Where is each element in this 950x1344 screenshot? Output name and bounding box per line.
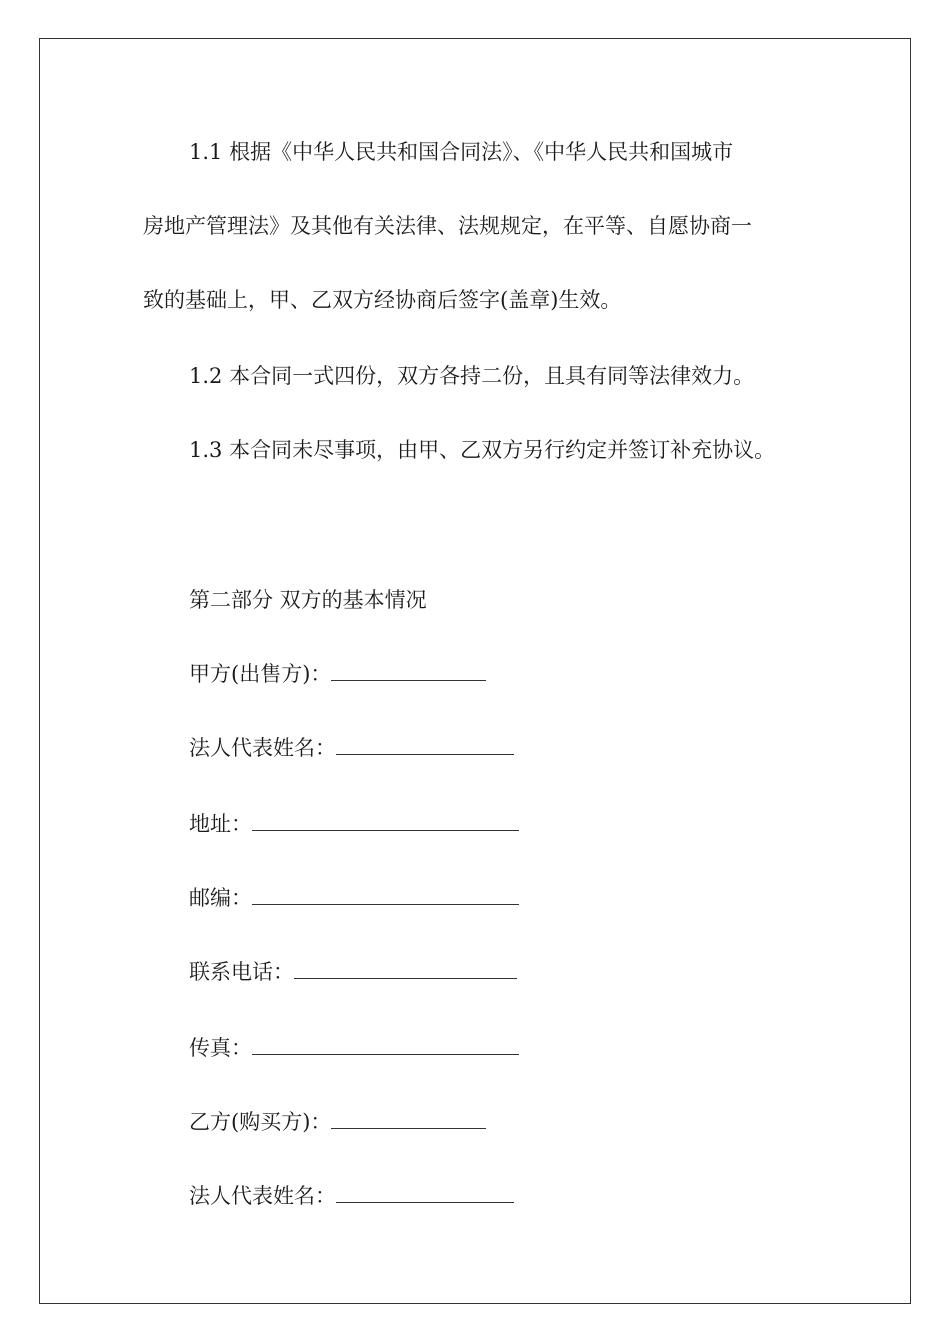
blank-fax[interactable]: [252, 1036, 519, 1055]
field-fax: [189, 1034, 519, 1062]
clause-1-1-line-2: 房地产管理法》及其他有关法律、法规规定，在平等、自愿协商一: [143, 214, 752, 238]
field-label: 法人代表姓名：: [189, 1184, 336, 1208]
field-phone: [189, 958, 517, 986]
field-label: 法人代表姓名：: [189, 736, 336, 760]
section-2-heading: 第二部分 双方的基本情况: [189, 588, 427, 612]
field-buyer: [189, 1108, 486, 1136]
field-label: 传真：: [189, 1036, 252, 1060]
blank-buyer[interactable]: [331, 1110, 486, 1129]
clause-1-1-line-1: 1.1 根据《中华人民共和国合同法》、《中华人民共和国城市: [189, 140, 734, 164]
field-postcode: [189, 884, 519, 912]
clause-1-2: 1.2 本合同一式四份，双方各持二份，且具有同等法律效力。: [189, 364, 755, 388]
field-label: 乙方(购买方)：: [189, 1110, 332, 1134]
clause-1-1-line-3: 致的基础上，甲、乙双方经协商后签字(盖章)生效。: [143, 288, 622, 312]
blank-seller[interactable]: [331, 662, 486, 681]
blank-phone[interactable]: [294, 960, 517, 979]
field-seller-legal-rep: [189, 734, 514, 762]
field-label: 甲方(出售方)：: [189, 662, 332, 686]
blank-address[interactable]: [252, 812, 519, 831]
field-label: 地址：: [189, 812, 252, 836]
field-buyer-legal-rep: [189, 1182, 514, 1210]
blank-postcode[interactable]: [252, 886, 519, 905]
field-address: [189, 810, 519, 838]
field-label: 邮编：: [189, 886, 252, 910]
clause-1-3: 1.3 本合同未尽事项，由甲、乙双方另行约定并签订补充协议。: [189, 438, 776, 462]
blank-seller-legal-rep[interactable]: [336, 736, 514, 755]
blank-buyer-legal-rep[interactable]: [336, 1184, 514, 1203]
field-label: 联系电话：: [189, 960, 294, 984]
field-seller: [189, 660, 486, 688]
